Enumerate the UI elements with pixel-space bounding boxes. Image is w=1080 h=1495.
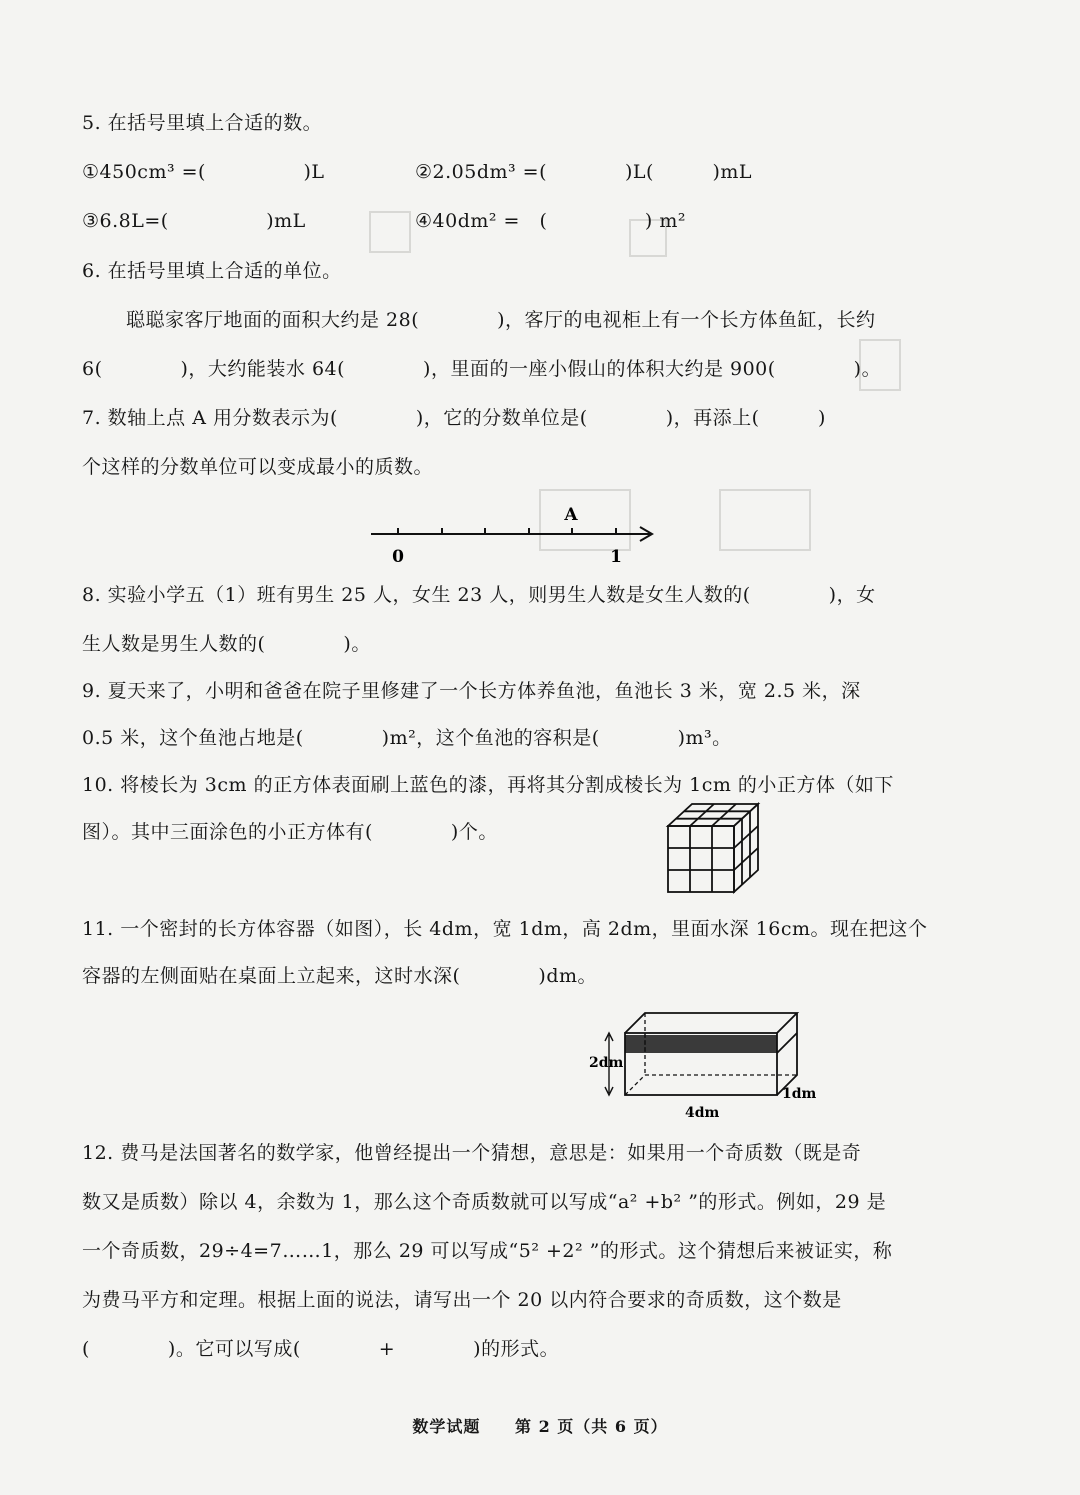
height-label: 2dm <box>589 1055 624 1071</box>
q9-line-2: 0.5 米，这个鱼池占地是( )m²，这个鱼池的容积是( )m³。 <box>82 727 732 749</box>
footer-subject: 数学试题 <box>412 1417 481 1436</box>
q7-line-2: 个这样的分数单位可以变成最小的质数。 <box>82 456 434 478</box>
q12-line-2: 数又是质数）除以 4，余数为 1，那么这个奇质数就可以写成“a² +b² ”的形式。例如，29 是 <box>82 1191 887 1213</box>
page-footer <box>0 1414 1080 1437</box>
length-label: 4dm <box>685 1105 720 1121</box>
q12-line-3: 一个奇质数，29÷4=7……1，那么 29 可以写成“5² +2² ”的形式。这个猜想后来被证实，称 <box>82 1240 893 1262</box>
zero-label: 0 <box>392 547 404 567</box>
cube-3x3-figure <box>665 800 765 896</box>
bleed-through-marks <box>360 200 960 700</box>
q10-line-2: 图）。其中三面涂色的小正方体有( )个。 <box>82 821 498 843</box>
q12-line-5: ( )。它可以写成( + )的形式。 <box>82 1338 560 1360</box>
q5-item-2: ②2.05dm³ =( )L( )mL <box>415 161 752 183</box>
q8-line-1: 8. 实验小学五（1）班有男生 25 人，女生 23 人，则男生人数是女生人数的( )，女 <box>82 584 876 606</box>
q12-line-4: 为费马平方和定理。根据上面的说法，请写出一个 20 以内符合要求的奇质数，这个数是 <box>82 1289 842 1311</box>
point-a-label: A <box>564 505 578 525</box>
q12-line-1: 12. 费马是法国著名的数学家，他曾经提出一个猜想，意思是：如果用一个奇质数（既是奇 <box>82 1142 862 1164</box>
q7-line-1: 7. 数轴上点 A 用分数表示为( )，它的分数单位是( )，再添上( ) <box>82 407 826 429</box>
width-label: 1dm <box>782 1086 817 1102</box>
footer-page-number: 第 2 页（共 6 页） <box>515 1417 668 1436</box>
q9-line-1: 9. 夏天来了，小明和爸爸在院子里修建了一个长方体养鱼池，鱼池长 3 米，宽 2.5 米，深 <box>82 680 861 702</box>
q5-title: 5. 在括号里填上合适的数。 <box>82 112 323 134</box>
q6-line-1: 聪聪家客厅地面的面积大约是 28( )，客厅的电视柜上有一个长方体鱼缸，长约 <box>126 309 876 331</box>
q5-item-4: ④40dm² = ( ) m² <box>415 210 686 232</box>
container-figure <box>585 1005 817 1123</box>
q11-line-2: 容器的左侧面贴在桌面上立起来，这时水深( )dm。 <box>82 965 598 987</box>
q6-line-2: 6( )，大约能装水 64( )，里面的一座小假山的体积大约是 900( )。 <box>82 358 882 380</box>
q8-line-2: 生人数是男生人数的( )。 <box>82 633 371 655</box>
one-label: 1 <box>610 547 622 567</box>
q10-line-1: 10. 将棱长为 3cm 的正方体表面刷上蓝色的漆，再将其分割成棱长为 1cm 的小正方体（如下 <box>82 774 894 796</box>
q5-item-1: ①450cm³ =( )L <box>82 161 325 183</box>
q5-item-3: ③6.8L=( )mL <box>82 210 306 232</box>
q6-title: 6. 在括号里填上合适的单位。 <box>82 260 342 282</box>
water-surface <box>625 1035 777 1053</box>
number-line-figure <box>365 498 665 570</box>
q11-line-1: 11. 一个密封的长方体容器（如图），长 4dm，宽 1dm，高 2dm，里面水深 16cm。现在把这个 <box>82 918 928 940</box>
